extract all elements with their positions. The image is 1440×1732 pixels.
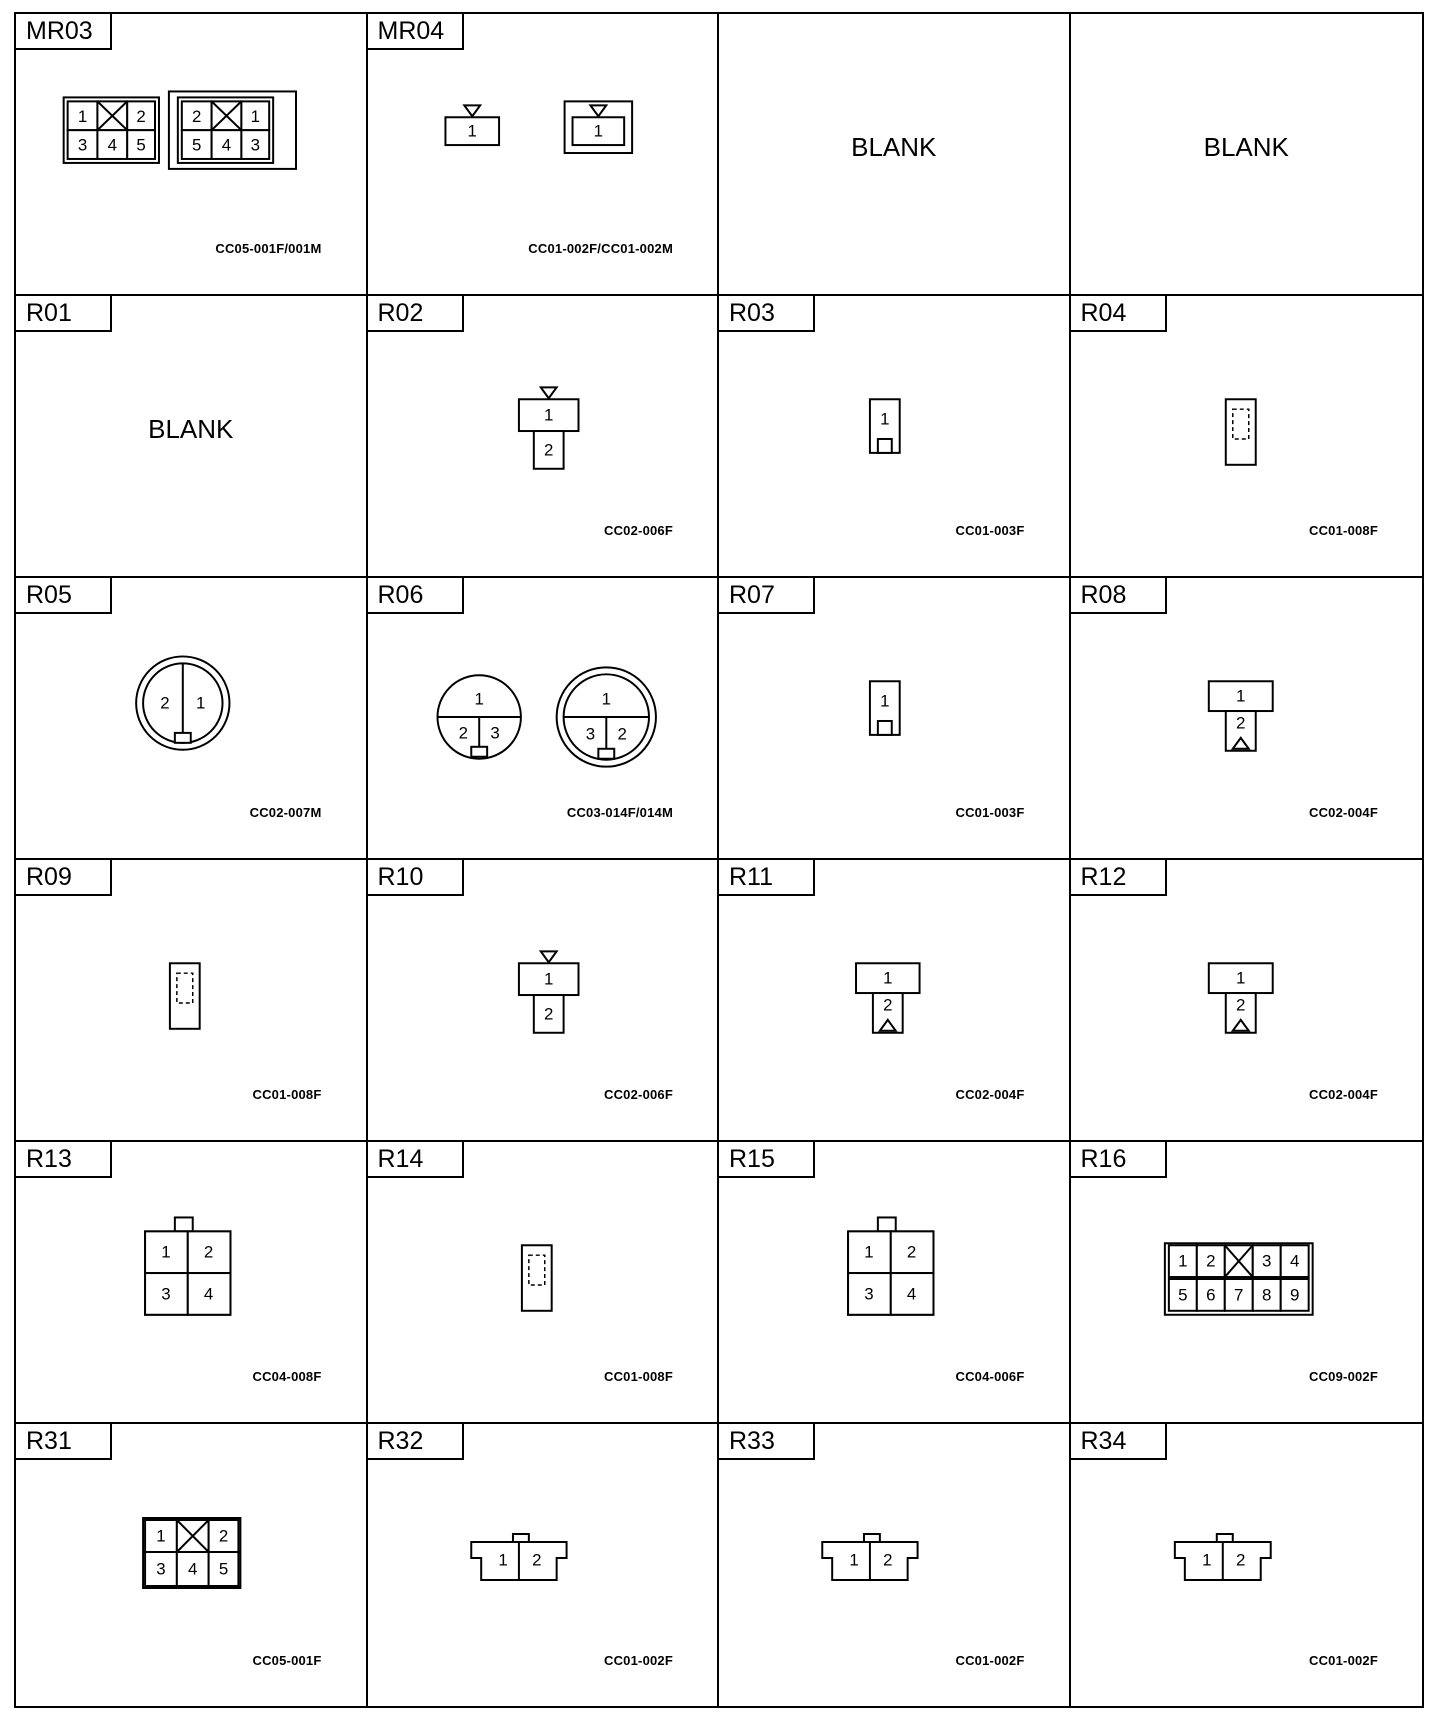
pin-number: 1	[593, 121, 603, 141]
pin-number: 2	[1235, 995, 1245, 1015]
connector-cell	[16, 296, 368, 578]
connector-id-label: MR04	[368, 14, 464, 50]
connector-cell	[16, 14, 368, 296]
part-number: CC01-003F	[955, 523, 1025, 538]
connector-diagram	[368, 1424, 718, 1706]
pin-number: 6	[1205, 1285, 1216, 1305]
connector-id-label: R01	[16, 296, 112, 332]
triangle-marker	[540, 387, 556, 398]
blank-text: BLANK	[851, 132, 937, 162]
part-number: CC01-002F	[1309, 1653, 1378, 1668]
triangle-marker	[464, 105, 480, 116]
latch-tab	[878, 1217, 896, 1231]
pin-number: 2	[883, 995, 893, 1015]
connector-cell	[719, 1424, 1071, 1706]
connector-id-label: R11	[719, 860, 815, 896]
part-number: CC01-003F	[955, 805, 1025, 820]
pin-number: 1	[474, 689, 484, 709]
connector-diagram	[368, 578, 718, 858]
pin-number: 3	[156, 1559, 166, 1579]
connector-cell	[1071, 14, 1423, 296]
connector-id-label: R32	[368, 1424, 464, 1460]
pin-number: 1	[543, 405, 553, 425]
connector-cell	[16, 1424, 368, 1706]
connector-cell	[719, 860, 1071, 1142]
pin-number: 2	[906, 1242, 917, 1262]
part-number: CC02-004F	[1309, 805, 1378, 820]
pin-number: 4	[203, 1284, 214, 1304]
connector-diagram	[719, 578, 1069, 858]
latch-tab	[864, 1534, 880, 1542]
connector-cell	[1071, 1424, 1423, 1706]
part-number: CC09-002F	[1309, 1369, 1378, 1384]
connector-id-label: R10	[368, 860, 464, 896]
connector-id-label: R12	[1071, 860, 1167, 896]
part-number: CC02-004F	[1309, 1087, 1378, 1102]
pin-number: 2	[1235, 713, 1245, 733]
connector-cell	[368, 1424, 720, 1706]
pin-number: 1	[543, 969, 553, 989]
blank-text: BLANK	[148, 414, 234, 444]
pin-number: 5	[218, 1559, 229, 1579]
connector-id-label: R09	[16, 860, 112, 896]
connector-id-label: R34	[1071, 1424, 1167, 1460]
pin-number: 3	[77, 135, 88, 155]
connector-cell	[368, 296, 720, 578]
connector-cell	[16, 578, 368, 860]
pin-number: 1	[601, 689, 611, 709]
part-number: CC02-006F	[604, 523, 673, 538]
part-number: CC04-008F	[252, 1369, 322, 1384]
pin-number: 2	[531, 1550, 541, 1570]
connector-id-label: R16	[1071, 1142, 1167, 1178]
latch-tab	[878, 721, 892, 735]
pin-number: 1	[880, 409, 890, 429]
connector-id-label: MR03	[16, 14, 112, 50]
pin-number: 1	[497, 1550, 508, 1570]
connector-diagram	[719, 296, 1069, 576]
connector-diagram	[16, 14, 366, 294]
connector-id-label: R04	[1071, 296, 1167, 332]
blank-text: BLANK	[1203, 132, 1289, 162]
latch-tab	[175, 733, 191, 743]
pin-number: 2	[218, 1526, 229, 1546]
connector-diagram	[16, 578, 366, 858]
connector-diagram	[1071, 1142, 1423, 1422]
part-number: CC01-002F	[955, 1653, 1025, 1668]
connector-cell	[719, 296, 1071, 578]
connector-diagram	[16, 1424, 366, 1706]
connector-cell	[368, 1142, 720, 1424]
connector-id-label: R03	[719, 296, 815, 332]
connector-diagram	[368, 296, 718, 576]
pin-number: 2	[192, 106, 202, 126]
connector-cell	[719, 1142, 1071, 1424]
pin-number: 2	[543, 1004, 553, 1024]
connector-diagram	[16, 1142, 366, 1422]
pin-number: 5	[1177, 1285, 1188, 1305]
connector-cell	[719, 578, 1071, 860]
pin-number: 5	[136, 135, 146, 155]
part-number: CC02-006F	[604, 1087, 673, 1102]
part-number: CC04-006F	[955, 1369, 1025, 1384]
connector-id-label: R07	[719, 578, 815, 614]
pin-number: 3	[1261, 1251, 1271, 1271]
connector-id-label: R31	[16, 1424, 112, 1460]
pin-number: 7	[1233, 1285, 1243, 1305]
part-number: CC01-008F	[252, 1087, 322, 1102]
pin-number: 1	[864, 1242, 874, 1262]
pin-number: 2	[1205, 1251, 1216, 1271]
connector-id-label: R06	[368, 578, 464, 614]
pin-number: 4	[221, 135, 232, 155]
connector-diagram	[368, 14, 718, 294]
pin-number: 3	[161, 1284, 171, 1304]
connector-cell	[1071, 296, 1423, 578]
part-number: CC05-001F	[252, 1653, 322, 1668]
connector-sheet	[14, 12, 1424, 1708]
pin-number: 1	[195, 693, 206, 713]
connector-id-label: R02	[368, 296, 464, 332]
pin-number: 1	[883, 968, 893, 988]
connector-diagram	[1071, 296, 1423, 576]
pin-number: 1	[161, 1242, 171, 1262]
connector-cell	[1071, 860, 1423, 1142]
connector-id-label: R08	[1071, 578, 1167, 614]
pin-number: 1	[1235, 686, 1245, 706]
latch-tab	[598, 749, 614, 759]
pin-number: 4	[906, 1284, 917, 1304]
pin-number: 1	[880, 691, 890, 711]
latch-tab	[175, 1217, 193, 1231]
connector-diagram	[1071, 578, 1423, 858]
part-number: CC02-007M	[249, 805, 322, 820]
pin-number: 2	[458, 723, 468, 743]
pin-number: 1	[1177, 1251, 1188, 1271]
connector-id-label: R05	[16, 578, 112, 614]
connector-cell	[719, 14, 1071, 296]
connector-cell	[368, 578, 720, 860]
pin-number: 3	[250, 135, 260, 155]
triangle-marker	[540, 951, 556, 962]
part-number: CC03-014F/014M	[566, 805, 673, 820]
pin-number: 2	[543, 440, 553, 460]
pin-number: 2	[616, 724, 627, 744]
pin-number: 1	[467, 121, 477, 141]
pin-number: 2	[203, 1242, 214, 1262]
part-number: CC05-001F/001M	[215, 241, 322, 256]
latch-tab	[1216, 1534, 1232, 1542]
latch-tab	[471, 747, 487, 757]
connector-cell	[368, 14, 720, 296]
pin-number: 1	[77, 106, 88, 126]
connector-cell	[16, 1142, 368, 1424]
pin-number: 3	[489, 723, 500, 743]
part-number: CC01-002F	[604, 1653, 673, 1668]
connector-diagram	[719, 1142, 1069, 1422]
latch-tab	[878, 439, 892, 453]
part-number: CC01-008F	[1309, 523, 1378, 538]
connector-id-label: R33	[719, 1424, 815, 1460]
connector-cell	[16, 860, 368, 1142]
pin-number: 5	[192, 135, 202, 155]
connector-id-label: R15	[719, 1142, 815, 1178]
connector-id-label: R14	[368, 1142, 464, 1178]
connector-cell	[1071, 1142, 1423, 1424]
pin-number: 3	[585, 724, 595, 744]
pin-number: 3	[864, 1284, 874, 1304]
connector-diagram	[719, 860, 1069, 1140]
pin-number: 1	[849, 1550, 859, 1570]
part-number: CC02-004F	[955, 1087, 1025, 1102]
connector-diagram	[368, 860, 718, 1140]
connector-diagram	[368, 1142, 718, 1422]
connector-diagram	[1071, 1424, 1423, 1706]
pin-number: 1	[1235, 968, 1245, 988]
pin-number: 4	[107, 135, 118, 155]
pin-number: 2	[160, 693, 170, 713]
pin-number: 2	[1235, 1550, 1245, 1570]
connector-diagram	[1071, 860, 1423, 1140]
connector-cell	[368, 860, 720, 1142]
pin-number: 1	[156, 1526, 166, 1546]
latch-tab	[512, 1534, 528, 1542]
pin-number: 4	[188, 1559, 198, 1579]
pin-number: 2	[883, 1550, 893, 1570]
pin-number: 1	[1201, 1550, 1212, 1570]
connector-id-label: R13	[16, 1142, 112, 1178]
connector-cell	[1071, 578, 1423, 860]
connector-diagram	[16, 860, 366, 1140]
pin-number: 2	[136, 106, 146, 126]
part-number: CC01-002F/CC01-002M	[528, 241, 673, 256]
part-number: CC01-008F	[604, 1369, 673, 1384]
pin-number: 8	[1261, 1285, 1271, 1305]
pin-number: 4	[1289, 1251, 1299, 1271]
pin-number: 1	[250, 106, 260, 126]
pin-number: 9	[1289, 1285, 1299, 1305]
connector-diagram	[719, 1424, 1069, 1706]
